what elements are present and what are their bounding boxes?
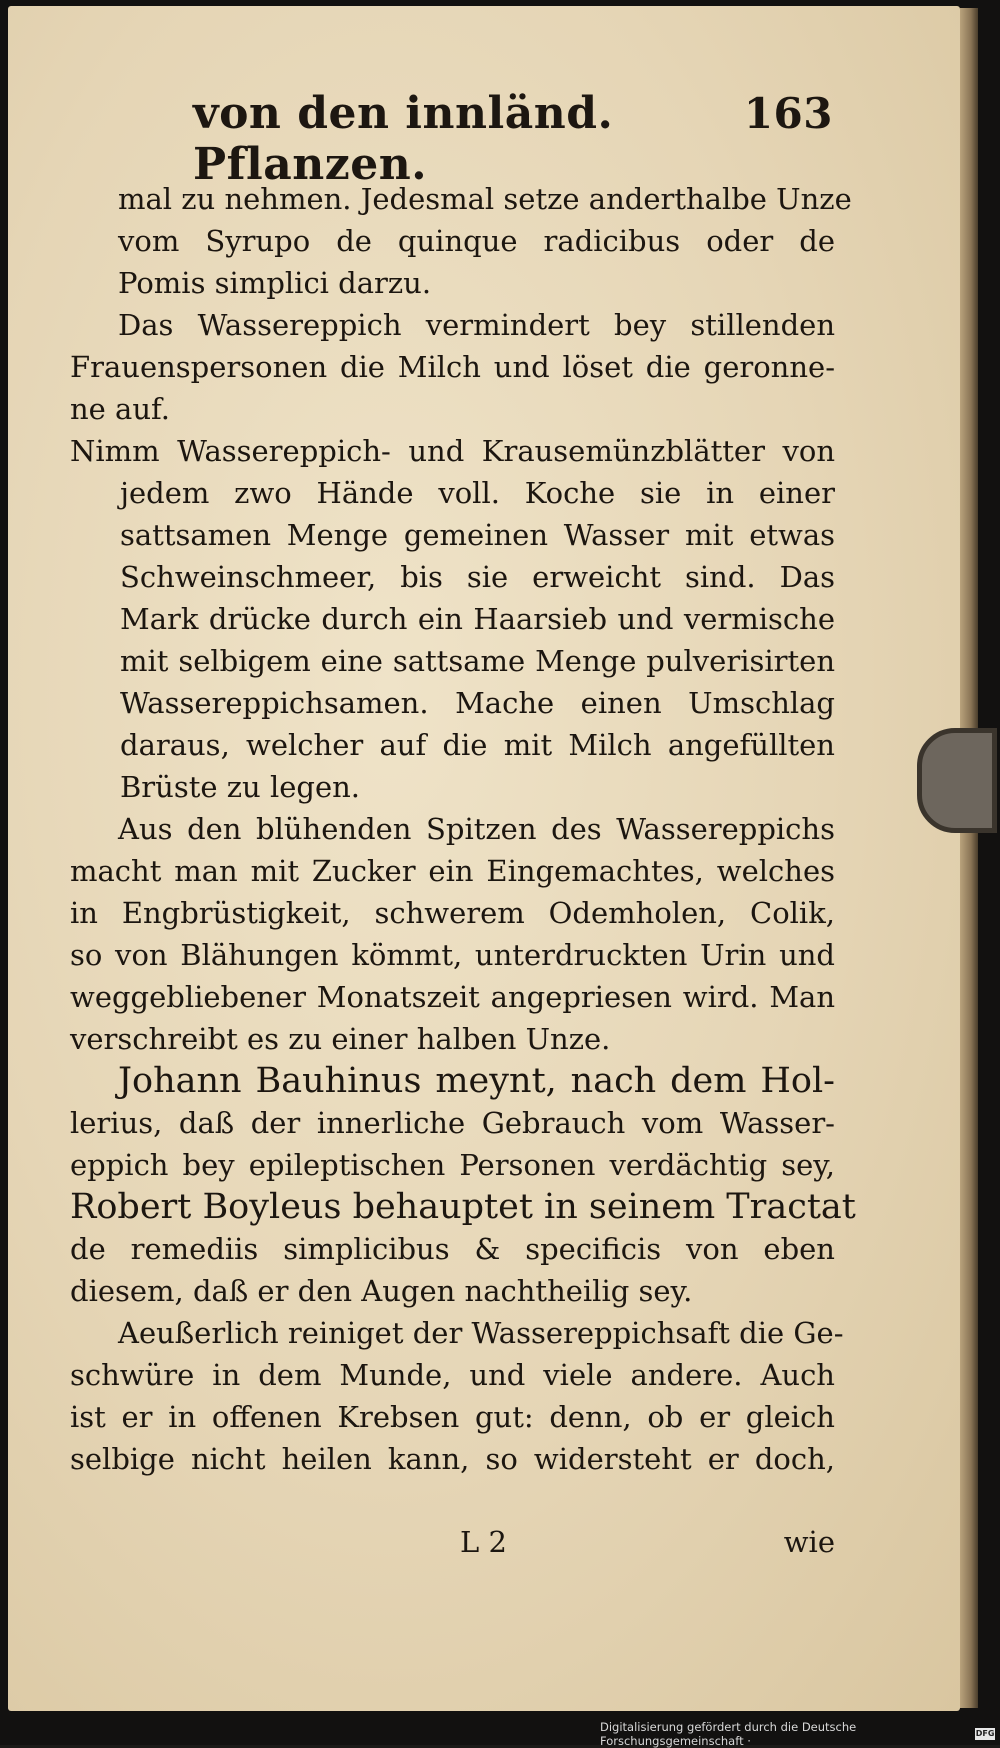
digitization-credit [600,1720,995,1748]
text-line: diesem, daß er den Augen nachtheilig sey. [70,1274,693,1308]
text-line: Aeußerlich reiniget der Wassereppichsaft die Ge- [118,1316,844,1350]
text-line: weggebliebener Monatszeit angepriesen wird. Man [70,980,835,1014]
text-line: in Engbrüstigkeit, schwerem Odemholen, Colik, [70,896,835,930]
text-line: Pomis simplici darzu. [118,266,432,300]
text-line: Robert Boyleus behauptet in seinem Tractat [70,1187,856,1227]
text-line: macht man mit Zucker ein Eingemachtes, welches [70,854,835,888]
text-line: de remediis simplicibus & specificis von eben [70,1232,835,1266]
text-line: ne auf. [70,392,170,426]
bookmark-tab [917,728,997,833]
text-line: vom Syrupo de quinque radicibus oder de [118,224,835,258]
page-edge [960,8,978,1708]
text-line: jedem zwo Hände voll. Koche sie in einer [120,476,835,510]
text-line: Brüste zu legen. [120,770,361,804]
text-line: mit selbigem eine sattsame Menge pulverisirten [120,644,835,678]
page-number: 163 [743,89,833,138]
text-line: Das Wassereppich vermindert bey stillenden [118,308,835,342]
page-header [193,88,833,190]
signature-mark: L 2 [460,1525,507,1559]
text-line: schwüre in dem Munde, und viele andere. Auch [70,1358,835,1392]
text-line: Johann Bauhinus meynt, nach dem Hol- [118,1061,835,1101]
text-line: selbige nicht heilen kann, so widersteht er doch, [70,1442,835,1476]
text-line: mal zu nehmen. Jedesmal setze anderthalbe Unze [118,182,852,216]
text-line: Schweinschmeer, bis sie erweicht sind. Das [120,560,835,594]
catchword: wie [783,1525,835,1559]
text-line: daraus, welcher auf die mit Milch angefüllten [120,728,835,762]
text-line: Nimm Wassereppich- und Krausemünzblätter von [70,434,835,468]
text-line: Wassereppichsamen. Mache einen Umschlag [120,686,835,720]
text-line: sattsamen Menge gemeinen Wasser mit etwas [120,518,835,552]
text-line: Aus den blühenden Spitzen des Wassereppichs [118,812,835,846]
dfg-logo: DFG [975,1729,995,1738]
credit-text: Digitalisierung gefördert durch die Deutsche Forschungsgemeinschaft · [600,1720,857,1748]
text-line: Frauenspersonen die Milch und löset die geronne- [70,350,835,384]
text-line: verschreibt es zu einer halben Unze. [70,1022,611,1056]
page-body-text [70,178,856,1480]
text-line: ist er in offenen Krebsen gut: denn, ob er gleich [70,1400,835,1434]
text-line: eppich bey epileptischen Personen verdächtig sey, [70,1148,835,1182]
text-line: lerius, daß der innerliche Gebrauch vom Wasser- [70,1106,835,1140]
running-title: von den innländ. Pflanzen. [193,88,614,190]
text-line: so von Blähungen kömmt, unterdruckten Urin und [70,938,835,972]
text-line: Mark drücke durch ein Haarsieb und vermische [120,602,835,636]
page-footer [70,1525,835,1565]
